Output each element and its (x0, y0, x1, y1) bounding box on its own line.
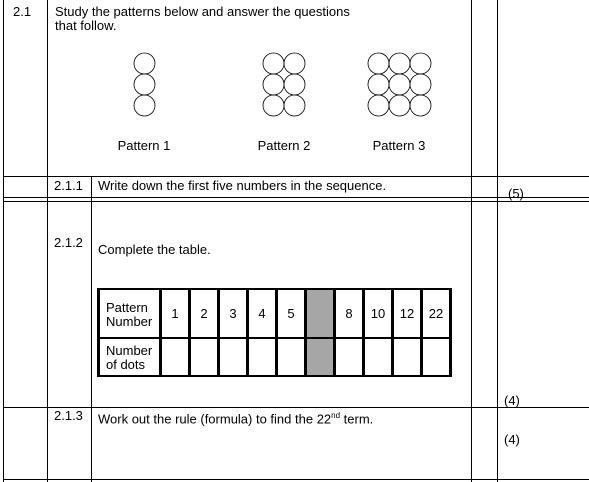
dot (263, 53, 284, 74)
pattern-number-cell: 22 (423, 290, 449, 337)
row-divider-1 (3, 176, 589, 177)
pattern-number-cell: 1 (162, 290, 188, 337)
dots-answer-cell[interactable] (336, 339, 362, 375)
question-text-line1: Study the patterns below and answer the questions (55, 4, 350, 19)
number-column-divider (47, 0, 48, 482)
pattern-table (97, 288, 452, 377)
pattern-2-dots (262, 52, 306, 117)
sub-question-2-1-2-number: 2.1.2 (54, 235, 83, 250)
dots-answer-cell[interactable] (278, 339, 304, 375)
dot (263, 95, 284, 116)
dots-answer-cell[interactable] (191, 339, 217, 375)
subnumber-divider (91, 176, 92, 482)
pattern-2-label: Pattern 2 (257, 138, 311, 153)
sub-question-2-1-3-number: 2.1.3 (54, 408, 83, 423)
pattern-1-dots (133, 52, 156, 117)
question-text-line2: that follow. (55, 18, 117, 33)
dot (368, 74, 389, 95)
sub-question-2-1-1-text: Write down the first five numbers in the sequence. (98, 178, 387, 193)
dots-answer-cell[interactable] (365, 339, 391, 375)
pattern-number-cell: 4 (249, 290, 275, 337)
shaded-cell (307, 290, 333, 337)
dot (389, 74, 410, 95)
dot (368, 53, 389, 74)
dot (389, 53, 410, 74)
pattern-3-dots (367, 52, 432, 117)
marks-2-1-1: (5) (508, 186, 524, 201)
dot (263, 74, 284, 95)
marks-2-1-2: (4) (504, 393, 520, 408)
row-divider-3 (3, 201, 589, 202)
sub-question-2-1-1-number: 2.1.1 (54, 178, 83, 193)
dots-answer-cell[interactable] (162, 339, 188, 375)
pattern-3-label: Pattern 3 (372, 138, 426, 153)
pattern-number-cell: 10 (365, 290, 391, 337)
dots-answer-cell[interactable] (220, 339, 246, 375)
pattern-number-cell: 12 (394, 290, 420, 337)
dot (284, 53, 305, 74)
dot (134, 74, 155, 95)
mark-column-divider (497, 0, 498, 482)
pattern-number-cell: 3 (220, 290, 246, 337)
pattern-number-cell: 2 (191, 290, 217, 337)
mark-column-divider-left (471, 0, 472, 482)
pattern-1-label: Pattern 1 (117, 138, 171, 153)
dot (410, 74, 431, 95)
sub-question-2-1-3-text: Work out the rule (formula) to find the 22nd term. (98, 411, 374, 427)
dots-answer-cell[interactable] (394, 339, 420, 375)
pattern-number-row (100, 290, 449, 337)
dot (368, 95, 389, 116)
dots-answer-cell[interactable] (249, 339, 275, 375)
pattern-number-cell: 8 (336, 290, 362, 337)
pattern-number-label: Pattern Number (100, 290, 159, 337)
question-number: 2.1 (13, 4, 32, 19)
dot (389, 95, 410, 116)
dots-answer-cell[interactable] (423, 339, 449, 375)
dot (284, 74, 305, 95)
left-border (3, 0, 4, 482)
dot (410, 53, 431, 74)
number-of-dots-row (100, 339, 449, 375)
row-divider-2 (3, 197, 589, 198)
row-divider-5 (3, 479, 589, 480)
shaded-cell (307, 339, 333, 375)
sub-question-2-1-2-text: Complete the table. (98, 242, 211, 257)
pattern-number-cell: 5 (278, 290, 304, 337)
dot (284, 95, 305, 116)
marks-2-1-3: (4) (504, 432, 520, 447)
dot (134, 95, 155, 116)
dot (410, 95, 431, 116)
dot (134, 53, 155, 74)
number-of-dots-label: Number of dots (100, 339, 159, 375)
